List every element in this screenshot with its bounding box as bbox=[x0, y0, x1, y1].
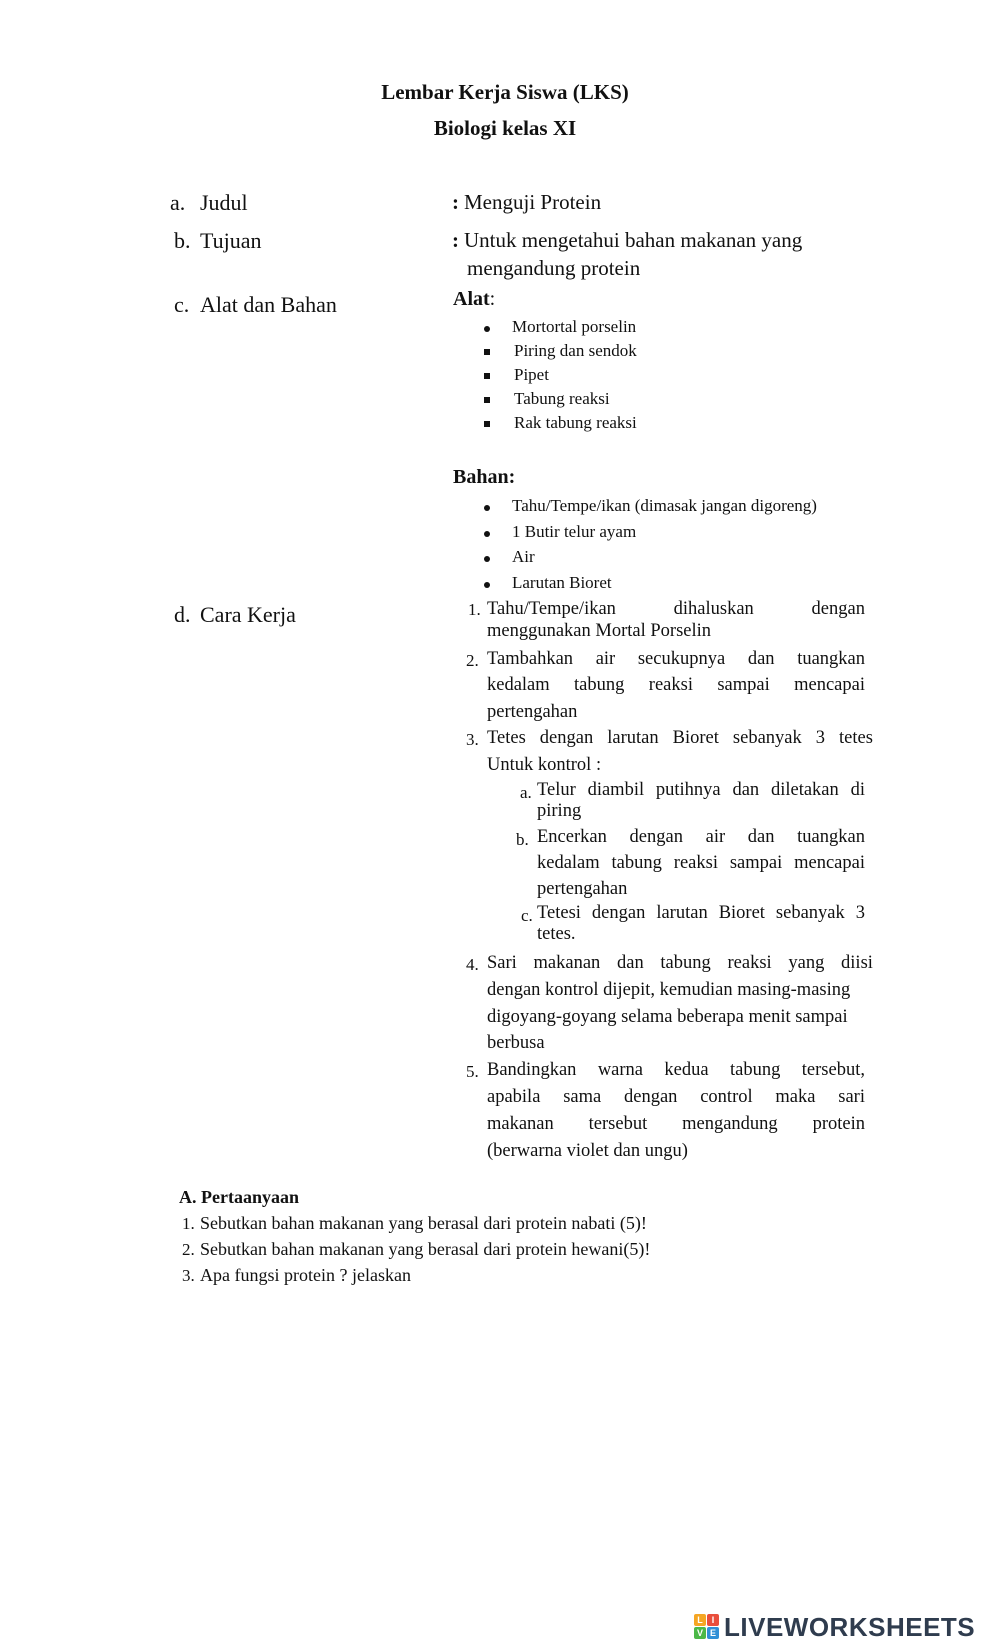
logo-tile-e: E bbox=[707, 1627, 719, 1639]
step-3b-line-1: Encerkan dengan air dan tuangkan bbox=[537, 827, 865, 847]
step-3a-line-1: Telur diambil putihnya dan diletakan di bbox=[537, 780, 865, 800]
step-2-line-1: Tambahkan air secukupnya dan tuangkan bbox=[487, 649, 865, 669]
section-letter-judul: a. bbox=[170, 190, 186, 215]
step-4-line-3: digoyang-goyang selama beberapa menit sampai bbox=[487, 1007, 848, 1027]
alat-item: Pipet bbox=[514, 365, 549, 384]
bullet-square-icon bbox=[484, 349, 490, 355]
question-text: Apa fungsi protein ? jelaskan bbox=[200, 1265, 411, 1285]
alat-item: Rak tabung reaksi bbox=[514, 413, 637, 432]
question-number: 3. bbox=[182, 1266, 195, 1285]
liveworksheets-logo-icon bbox=[694, 1614, 720, 1640]
question-text: Sebutkan bahan makanan yang berasal dari protein nabati (5)! bbox=[200, 1213, 647, 1233]
bahan-heading: Bahan: bbox=[453, 466, 516, 488]
section-letter-tujuan: b. bbox=[174, 228, 191, 253]
step-3a-line-2: piring bbox=[537, 801, 582, 821]
section-letter-alat-bahan: c. bbox=[174, 292, 190, 317]
step-2-line-2: kedalam tabung reaksi sampai mencapai bbox=[487, 675, 865, 695]
bahan-item: Tahu/Tempe/ikan (dimasak jangan digoreng) bbox=[512, 496, 817, 515]
step-2-line-3: pertengahan bbox=[487, 702, 578, 722]
question-number: 1. bbox=[182, 1214, 195, 1233]
step-3b-line-3: pertengahan bbox=[537, 879, 628, 899]
step-number: 5. bbox=[466, 1062, 479, 1081]
step-number: 2. bbox=[466, 651, 479, 670]
step-5-line-4: (berwarna violet dan ungu) bbox=[487, 1141, 688, 1161]
bullet-square-icon bbox=[484, 421, 490, 427]
alat-heading: Alat: bbox=[453, 288, 496, 310]
bullet-dot-icon bbox=[484, 556, 490, 562]
alat-item: Piring dan sendok bbox=[514, 341, 637, 360]
bahan-item: Larutan Bioret bbox=[512, 573, 612, 592]
step-3-line-1: Tetes dengan larutan Bioret sebanyak 3 tetes bbox=[487, 728, 873, 748]
bullet-square-icon bbox=[484, 373, 490, 379]
value-tujuan-line1: Untuk mengetahui bahan makanan yang bbox=[464, 228, 803, 252]
step-5-line-2: apabila sama dengan control maka sari bbox=[487, 1087, 865, 1107]
step-number: 4. bbox=[466, 955, 479, 974]
questions-heading: A. Pertaanyaan bbox=[179, 1187, 299, 1207]
substep-letter: a. bbox=[520, 783, 532, 802]
bullet-square-icon bbox=[484, 397, 490, 403]
logo-tile-i: I bbox=[707, 1614, 719, 1626]
liveworksheets-logo[interactable] bbox=[694, 1612, 975, 1642]
bullet-dot-icon bbox=[484, 326, 490, 332]
step-4-line-4: berbusa bbox=[487, 1033, 545, 1053]
section-letter-cara-kerja: d. bbox=[174, 602, 191, 627]
question-number: 2. bbox=[182, 1240, 195, 1259]
section-label-judul: Judul bbox=[200, 190, 248, 215]
liveworksheets-logo-text: LIVEWORKSHEETS bbox=[724, 1611, 976, 1642]
colon-tujuan: : bbox=[452, 228, 459, 252]
alat-item: Tabung reaksi bbox=[514, 389, 610, 408]
value-judul: Menguji Protein bbox=[464, 190, 602, 214]
value-tujuan-line2: mengandung protein bbox=[467, 256, 641, 280]
step-number: 3. bbox=[466, 730, 479, 749]
page-title: Lembar Kerja Siswa (LKS) bbox=[381, 80, 629, 104]
step-number: 1. bbox=[468, 600, 481, 619]
question-text: Sebutkan bahan makanan yang berasal dari protein hewani(5)! bbox=[200, 1239, 651, 1259]
bahan-item: Air bbox=[512, 547, 535, 566]
bullet-dot-icon bbox=[484, 582, 490, 588]
logo-tile-v: V bbox=[694, 1627, 706, 1639]
step-5-line-1: Bandingkan warna kedua tabung tersebut, bbox=[487, 1060, 865, 1080]
bullet-dot-icon bbox=[484, 505, 490, 511]
page-subtitle: Biologi kelas XI bbox=[433, 116, 577, 140]
colon-judul: : bbox=[452, 190, 459, 214]
step-3-line-2: Untuk kontrol : bbox=[487, 755, 602, 775]
logo-tile-l: L bbox=[694, 1614, 706, 1626]
step-5-line-3: makanan tersebut mengandung protein bbox=[487, 1114, 865, 1134]
step-3c-line-1: Tetesi dengan larutan Bioret sebanyak 3 bbox=[537, 903, 865, 923]
bahan-item: 1 Butir telur ayam bbox=[512, 522, 637, 541]
step-3c-line-2: tetes. bbox=[537, 924, 576, 944]
section-label-cara-kerja: Cara Kerja bbox=[200, 602, 296, 627]
alat-item: Mortortal porselin bbox=[512, 317, 637, 336]
section-label-tujuan: Tujuan bbox=[200, 228, 262, 253]
section-label-alat-bahan: Alat dan Bahan bbox=[200, 292, 337, 317]
step-1-line-2: menggunakan Mortal Porselin bbox=[487, 621, 712, 641]
step-3b-line-2: kedalam tabung reaksi sampai mencapai bbox=[537, 853, 865, 873]
step-4-line-1: Sari makanan dan tabung reaksi yang diisi bbox=[487, 953, 873, 973]
step-4-line-2: dengan kontrol dijepit, kemudian masing-masing bbox=[487, 980, 851, 1000]
substep-letter: c. bbox=[521, 906, 533, 925]
bullet-dot-icon bbox=[484, 531, 490, 537]
substep-letter: b. bbox=[516, 830, 529, 849]
step-1-line-1: Tahu/Tempe/ikan dihaluskan dengan bbox=[487, 599, 865, 619]
